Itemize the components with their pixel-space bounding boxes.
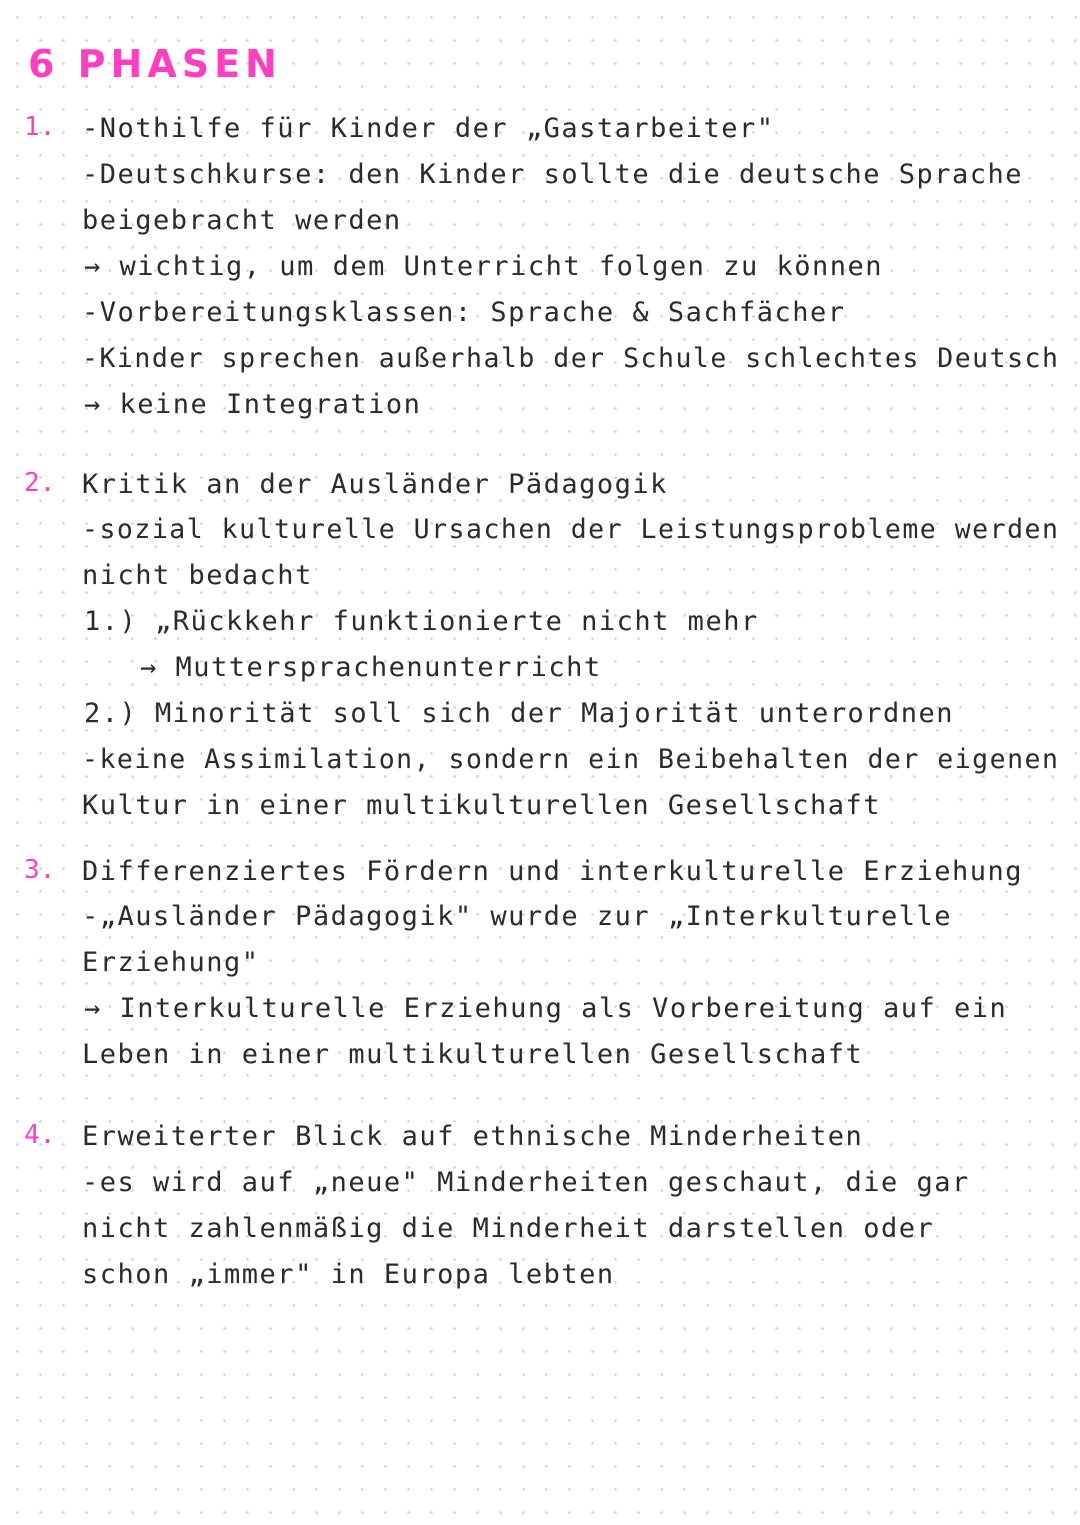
- section-2-line-2: -sozial kulturelle Ursachen der Leistungsprobleme werden: [82, 514, 1060, 545]
- section-3-line-2: -„Ausländer Pädagogik" wurde zur „Interkulturelle: [82, 901, 953, 932]
- section-2-line-3: nicht bedacht: [82, 560, 313, 591]
- section-3-line-5: Leben in einer multikulturellen Gesellschaft: [82, 1039, 864, 1070]
- section-2-line-1: Kritik an der Ausländer Pädagogik: [82, 469, 668, 500]
- section-1-line-7: → keine Integration: [84, 389, 422, 420]
- section-3-line-4: → Interkulturelle Erziehung als Vorbereitung auf ein: [84, 993, 1008, 1024]
- section-2-number: 2.: [24, 468, 56, 498]
- section-2-line-6: 2.) Minorität soll sich der Majorität unterordnen: [84, 698, 955, 729]
- section-2-line-8: Kultur in einer multikulturellen Gesellschaft: [82, 790, 881, 821]
- section-1-line-6: -Kinder sprechen außerhalb der Schule schlechtes Deutsch: [82, 343, 1060, 374]
- section-2-line-5: → Muttersprachenunterricht: [140, 652, 602, 683]
- section-3-line-1: Differenziertes Fördern und interkulturelle Erziehung: [82, 856, 1024, 887]
- section-1-line-4: → wichtig, um dem Unterricht folgen zu können: [84, 251, 883, 282]
- section-4-line-2: -es wird auf „neue" Minderheiten geschaut, die gar: [82, 1167, 970, 1198]
- page-title: 6 PHASEN: [28, 42, 282, 86]
- section-1-number: 1.: [24, 112, 56, 142]
- section-1-line-5: -Vorbereitungsklassen: Sprache & Sachfächer: [82, 297, 846, 328]
- section-1-line-2: -Deutschkurse: den Kinder sollte die deutsche Sprache: [82, 159, 1024, 190]
- section-3-number: 3.: [24, 855, 56, 885]
- section-2-line-4: 1.) „Rückkehr funktionierte nicht mehr: [84, 606, 759, 637]
- section-4-line-1: Erweiterter Blick auf ethnische Minderheiten: [82, 1121, 864, 1152]
- section-4-line-4: schon „immer" in Europa lebten: [82, 1259, 615, 1290]
- section-4-line-3: nicht zahlenmäßig die Minderheit darstellen oder: [82, 1213, 935, 1244]
- section-3-line-3: Erziehung": [82, 947, 260, 978]
- section-2-line-7: -keine Assimilation, sondern ein Beibehalten der eigenen: [82, 744, 1060, 775]
- section-1-line-1: -Nothilfe für Kinder der „Gastarbeiter": [82, 113, 775, 144]
- section-4-number: 4.: [24, 1120, 56, 1150]
- section-1-line-3: beigebracht werden: [82, 205, 402, 236]
